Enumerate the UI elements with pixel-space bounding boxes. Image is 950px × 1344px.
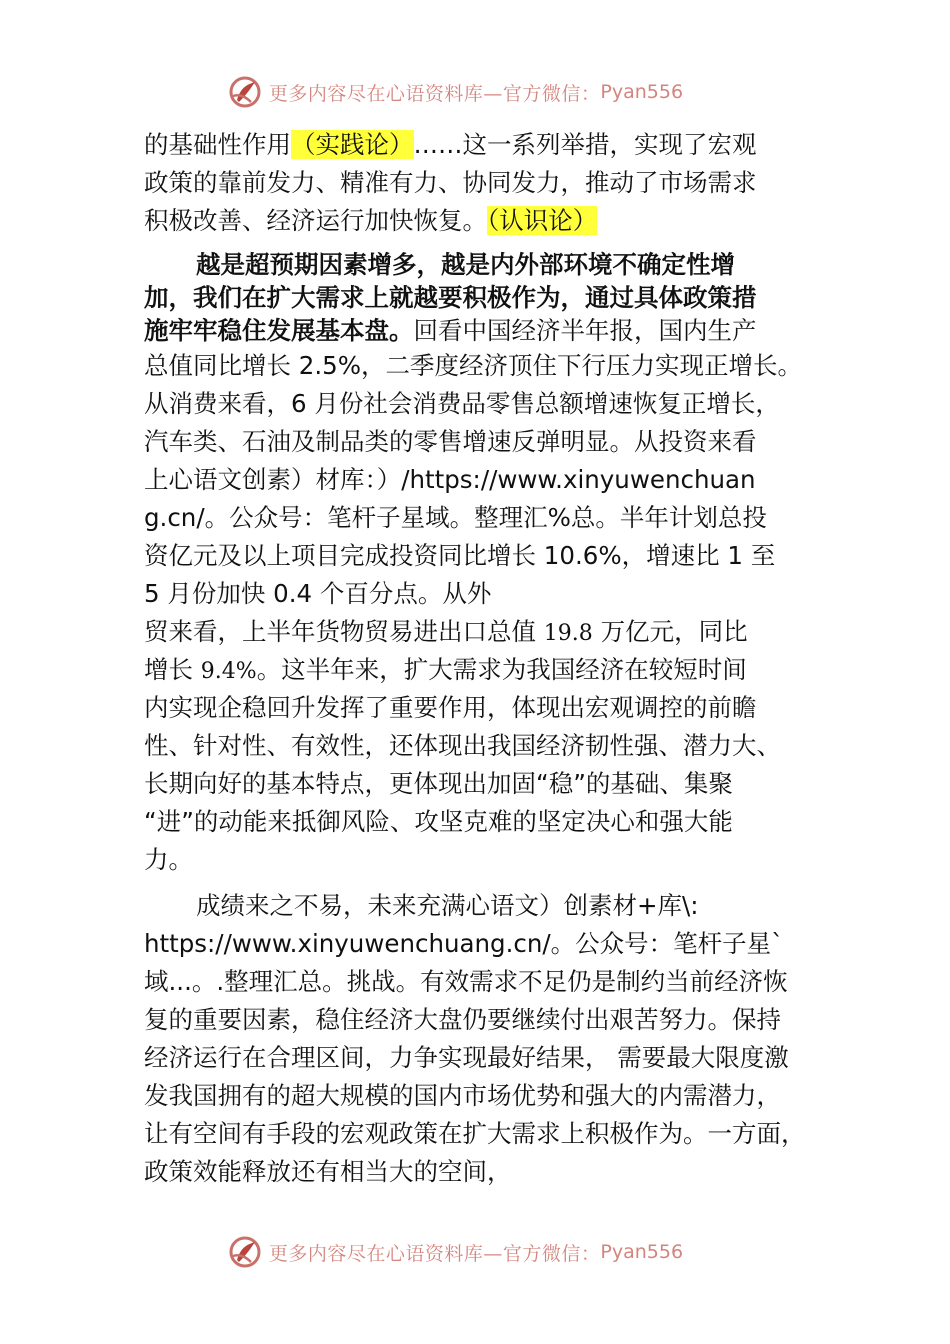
text-line bbox=[144, 126, 824, 164]
text-run: 越是超预期因素增多，越是内外部环境不确定性增 bbox=[196, 250, 735, 279]
text-line: 5 月份加快 0.4 个百分点。从外 bbox=[144, 579, 492, 608]
text-line: 力。 bbox=[144, 845, 193, 874]
text-run: 万亿元，同比 bbox=[592, 617, 748, 646]
watermark-logo-icon bbox=[227, 74, 263, 110]
text-line: 上心语文创素）材库：）/https://www.xinyuwenchuan bbox=[144, 465, 756, 494]
text-line: 域...。.整理汇总。挑战。有效需求不足仍是制约当前经济恢 bbox=[144, 967, 788, 996]
text-run: 的基础性作用 bbox=[144, 130, 291, 159]
text-run: 成绩来之不易，未来充满心语文）创素材+库\: bbox=[196, 891, 699, 920]
paragraph-3 bbox=[144, 887, 824, 1191]
text-run: 增长 bbox=[144, 655, 201, 684]
number-run: 9.4% bbox=[200, 659, 257, 684]
watermark-wechat-id: Pyan556 bbox=[600, 1241, 684, 1263]
text-line bbox=[144, 887, 824, 925]
bold-text-line bbox=[144, 248, 824, 281]
highlighted-annotation: （认识论） bbox=[487, 206, 598, 235]
text-line: 内实现企稳回升发挥了重要作用，体现出宏观调控的前瞻 bbox=[144, 693, 757, 722]
text-line: 性、针对性、有效性，还体现出我国经济韧性强、潜力大、 bbox=[144, 731, 781, 760]
document-body bbox=[144, 126, 824, 1191]
highlighted-annotation: （实践论） bbox=[291, 130, 414, 159]
text-line bbox=[144, 651, 824, 689]
text-line: 资亿元及以上项目完成投资同比增长 10.6%，增速比 1 至 bbox=[144, 541, 776, 570]
text-line: 经济运行在合理区间，力争实现最好结果， 需要最大限度激 bbox=[144, 1043, 789, 1072]
text-run: 回看中国经济半年报，国内生产 bbox=[413, 316, 757, 345]
text-line: 汽车类、石油及制品类的零售增速反弹明显。从投资来看 bbox=[144, 427, 757, 456]
text-line bbox=[144, 613, 824, 651]
text-line: 政策效能释放还有相当大的空间， bbox=[144, 1157, 512, 1186]
text-line bbox=[144, 314, 824, 347]
text-line: 长期向好的基本特点，更体现出加固“稳”的基础、集聚 bbox=[144, 769, 733, 798]
footer-watermark bbox=[0, 1232, 950, 1272]
bold-text-line: 加，我们在扩大需求上就越要积极作为，通过具体政策措 bbox=[144, 283, 757, 312]
text-line: 让有空间有手段的宏观政策在扩大需求上积极作为。一方面， bbox=[144, 1119, 806, 1148]
paragraph-2 bbox=[144, 248, 824, 879]
watermark-text: 更多内容尽在心语资料库—官方微信： bbox=[268, 82, 601, 105]
text-run: 贸来看，上半年货物贸易进出口总值 bbox=[144, 617, 544, 646]
bold-text-run: 施牢牢稳住发展基本盘。 bbox=[144, 316, 414, 345]
text-line bbox=[144, 202, 824, 240]
text-run: ……这一系列举措，实现了宏观 bbox=[413, 130, 757, 159]
text-line: https://www.xinyuwenchuang.cn/。公众号：笔杆子星` bbox=[144, 929, 784, 958]
paragraph-1 bbox=[144, 126, 824, 240]
text-line: 复的重要因素，稳住经济大盘仍要继续付出艰苦努力。保持 bbox=[144, 1005, 781, 1034]
text-line: 政策的靠前发力、精准有力、协同发力，推动了市场需求 bbox=[144, 168, 757, 197]
text-line: 发我国拥有的超大规模的国内市场优势和强大的内需潜力， bbox=[144, 1081, 781, 1110]
text-run: 。这半年来，扩大需求为我国经济在较短时间 bbox=[256, 655, 747, 684]
text-line: g.cn/。公众号：笔杆子星域。整理汇%总。半年计划总投 bbox=[144, 503, 767, 532]
number-run: 19.8 bbox=[543, 621, 593, 646]
text-line: “进”的动能来抵御风险、攻坚克难的坚定决心和强大能 bbox=[144, 807, 733, 836]
watermark-text: 更多内容尽在心语资料库—官方微信： bbox=[268, 1242, 601, 1265]
watermark-wechat-id: Pyan556 bbox=[600, 81, 684, 103]
text-line: 从消费来看，6 月份社会消费品零售总额增速恢复正增长， bbox=[144, 389, 780, 418]
header-watermark bbox=[0, 72, 950, 112]
text-line: 总值同比增长 2.5%，二季度经济顶住下行压力实现正增长。 bbox=[144, 351, 803, 380]
text-run: 积极改善、经济运行加快恢复。 bbox=[144, 206, 487, 235]
watermark-logo-icon bbox=[227, 1234, 263, 1270]
